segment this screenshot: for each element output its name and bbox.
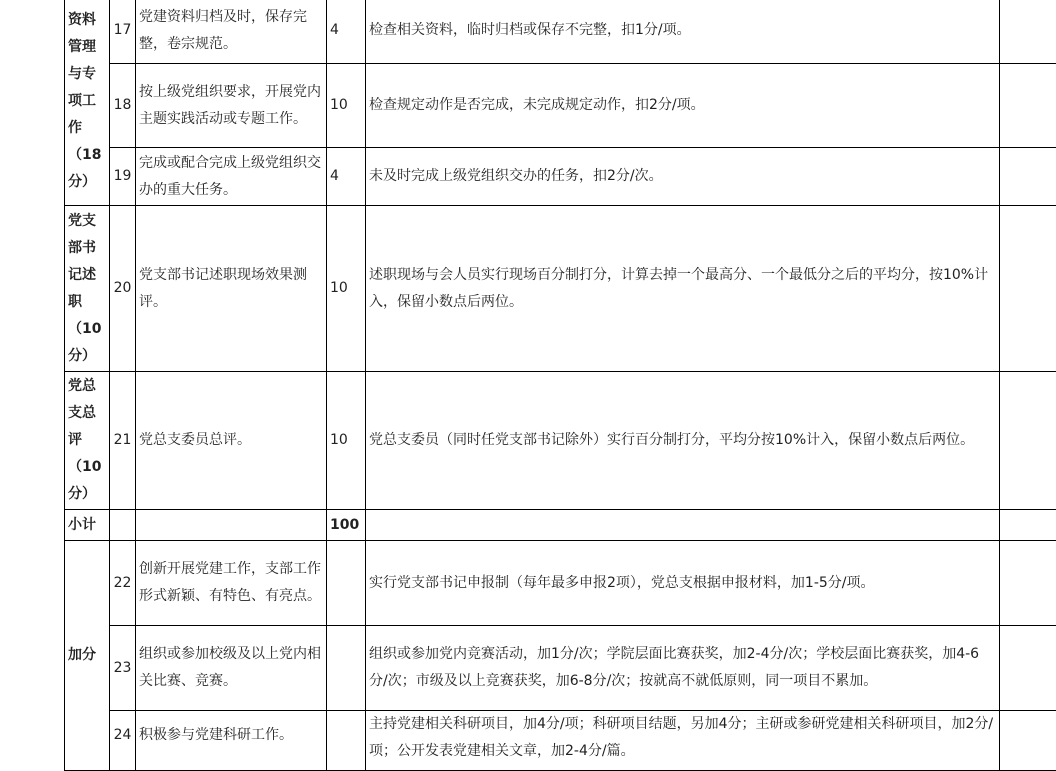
category-label: 党支部书记述职 xyxy=(68,213,96,310)
table-row xyxy=(65,64,1056,148)
blank-cell xyxy=(136,510,327,541)
item-number: 19 xyxy=(110,148,136,206)
bonus-category-cell xyxy=(65,541,110,771)
category-cell xyxy=(65,206,110,372)
blank-cell xyxy=(110,510,136,541)
blank-cell xyxy=(1000,148,1056,206)
item-content: 党建资料归档及时，保存完整，卷宗规范。 xyxy=(136,0,327,64)
item-content: 积极参与党建科研工作。 xyxy=(136,711,327,771)
category-score: （10分） xyxy=(68,459,101,502)
item-criteria: 检查规定动作是否完成，未完成规定动作，扣2分/项。 xyxy=(366,64,1000,148)
category-label: 资料管理与专项工作 xyxy=(68,12,96,136)
category-label: 党总支总评 xyxy=(68,378,96,448)
category-score: （10分） xyxy=(68,321,101,364)
item-number: 20 xyxy=(110,206,136,372)
blank-cell xyxy=(327,541,366,626)
bonus-label: 加分 xyxy=(68,647,96,663)
item-score: 10 xyxy=(327,64,366,148)
item-content: 按上级党组织要求，开展党内主题实践活动或专题工作。 xyxy=(136,64,327,148)
item-criteria: 述职现场与会人员实行现场百分制打分，计算去掉一个最高分、一个最低分之后的平均分，按10%计入，保留小数点后两位。 xyxy=(366,206,1000,372)
blank-cell xyxy=(1000,372,1056,510)
blank-cell xyxy=(1000,510,1056,541)
item-content: 组织或参加校级及以上党内相关比赛、竞赛。 xyxy=(136,626,327,711)
item-score: 10 xyxy=(327,372,366,510)
item-number: 21 xyxy=(110,372,136,510)
item-content: 完成或配合完成上级党组织交办的重大任务。 xyxy=(136,148,327,206)
blank-cell xyxy=(366,510,1000,541)
item-score: 10 xyxy=(327,206,366,372)
table-row xyxy=(65,541,1056,626)
blank-cell xyxy=(327,711,366,771)
item-criteria: 实行党支部书记申报制（每年最多申报2项），党总支根据申报材料，加1-5分/项。 xyxy=(366,541,1000,626)
item-criteria: 组织或参加党内竞赛活动，加1分/次；学院层面比赛获奖，加2-4分/次；学校层面比赛获奖，加4-6分/次；市级及以上竞赛获奖，加6-8分/次；按就高不就低原则，同一项目不累加。 xyxy=(366,626,1000,711)
subtotal-label: 小计 xyxy=(65,510,110,541)
item-content: 创新开展党建工作，支部工作形式新颖、有特色、有亮点。 xyxy=(136,541,327,626)
table-row xyxy=(65,0,1056,64)
blank-cell xyxy=(1000,626,1056,711)
table-row xyxy=(65,148,1056,206)
evaluation-table xyxy=(64,0,1056,771)
item-score: 4 xyxy=(327,148,366,206)
item-number: 24 xyxy=(110,711,136,771)
category-cell xyxy=(65,0,110,206)
blank-cell xyxy=(1000,64,1056,148)
blank-cell xyxy=(1000,206,1056,372)
item-content: 党总支委员总评。 xyxy=(136,372,327,510)
item-criteria: 未及时完成上级党组织交办的任务，扣2分/次。 xyxy=(366,148,1000,206)
table-row xyxy=(65,711,1056,771)
category-cell xyxy=(65,372,110,510)
subtotal-score: 100 xyxy=(327,510,366,541)
blank-cell xyxy=(1000,711,1056,771)
item-criteria: 主持党建相关科研项目，加4分/项；科研项目结题，另加4分；主研或参研党建相关科研项目，加2分/项；公开发表党建相关文章，加2-4分/篇。 xyxy=(366,711,1000,771)
item-criteria: 党总支委员（同时任党支部书记除外）实行百分制打分，平均分按10%计入，保留小数点后两位。 xyxy=(366,372,1000,510)
item-criteria: 检查相关资料，临时归档或保存不完整，扣1分/项。 xyxy=(366,0,1000,64)
item-score: 4 xyxy=(327,0,366,64)
blank-cell xyxy=(1000,541,1056,626)
table-row xyxy=(65,206,1056,372)
item-number: 17 xyxy=(110,0,136,64)
category-score: （18分） xyxy=(68,147,101,190)
blank-cell xyxy=(1000,0,1056,64)
table-row xyxy=(65,372,1056,510)
item-number: 22 xyxy=(110,541,136,626)
item-number: 23 xyxy=(110,626,136,711)
subtotal-row xyxy=(65,510,1056,541)
item-number: 18 xyxy=(110,64,136,148)
item-content: 党支部书记述职现场效果测评。 xyxy=(136,206,327,372)
table-row xyxy=(65,626,1056,711)
blank-cell xyxy=(327,626,366,711)
